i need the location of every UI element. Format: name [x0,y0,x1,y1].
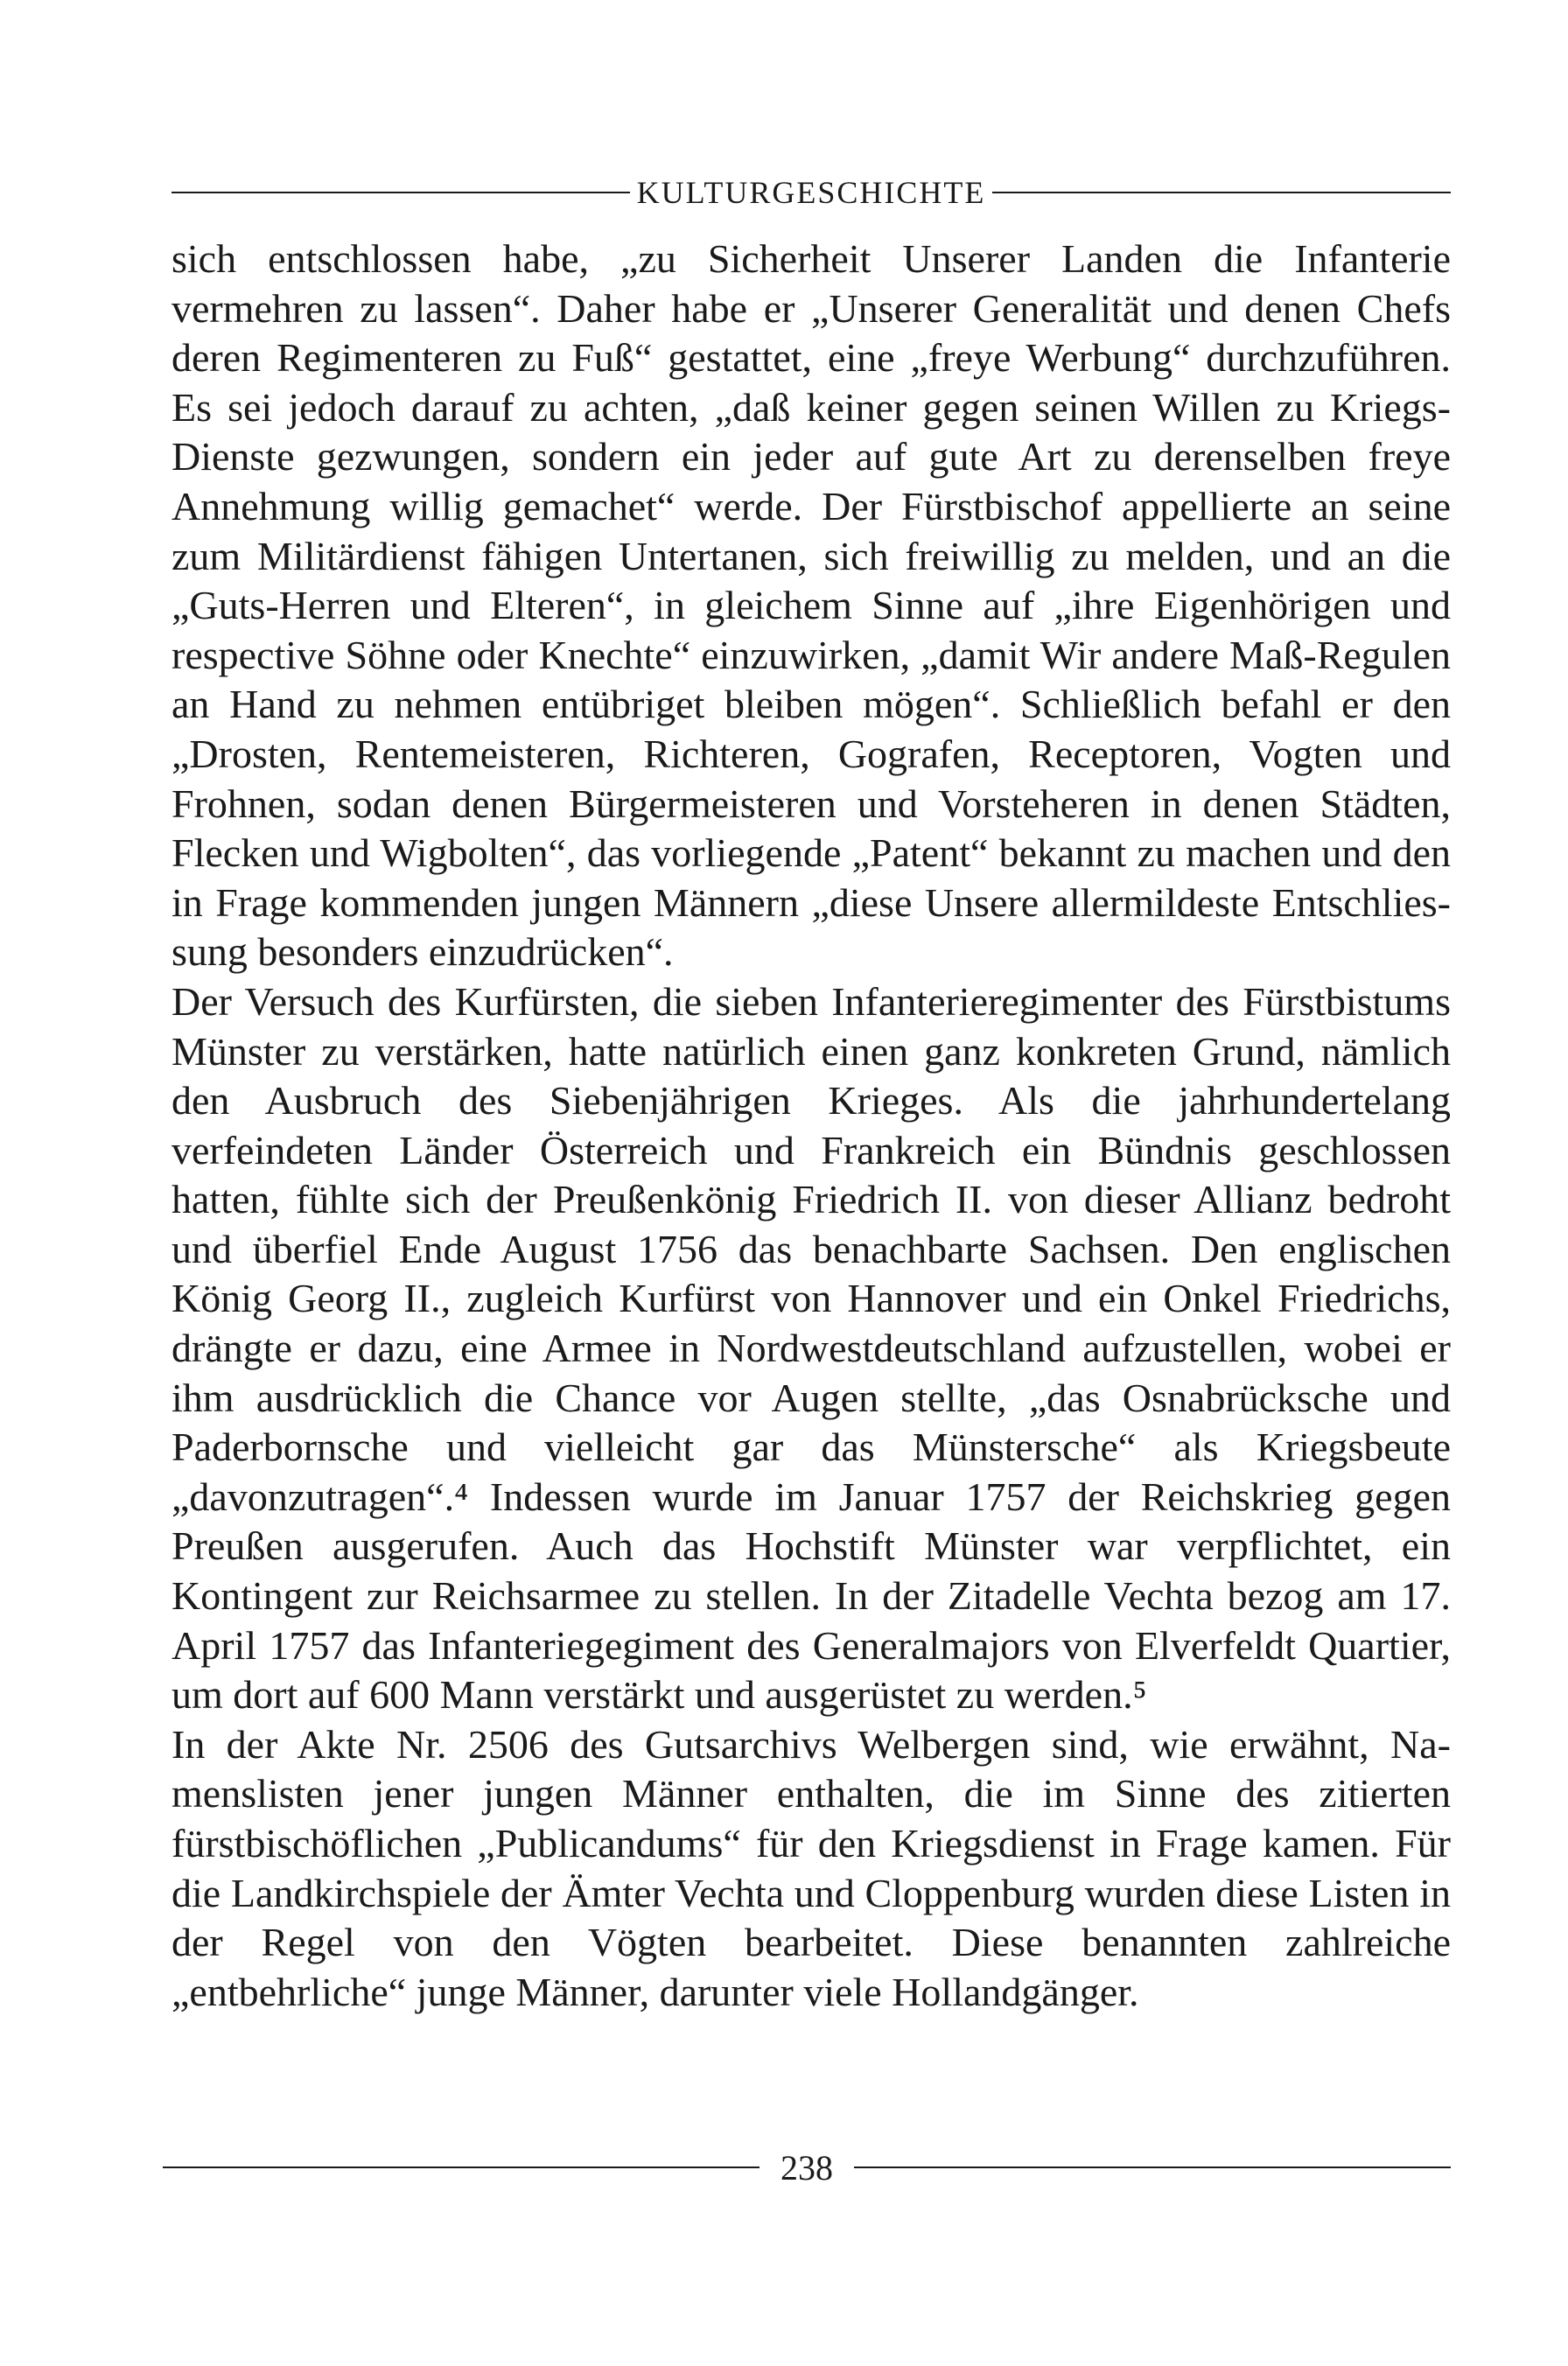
page-footer [163,2146,1451,2189]
paragraph: Der Versuch des Kurfürsten, die sieben Infanterieregimenter des Fürstbistums Münster zu verstärken, hatte natürlich einen ganz konkreten Grund, nämlich den Ausbruch des Siebenjährigen Krieges. Als die jahrhundertelang verfeindeten Länder Österreich und Frankreich ein Bündnis geschlossen hatten, fühlte sich der Preußenkönig Friedrich II. von dieser Allianz bedroht und überfiel Ende August 1756 das benachbarte Sachsen. Den englischen König Georg II., zugleich Kurfürst von Hannover und ein Onkel Friedrichs, drängte er dazu, eine Armee in Nordwestdeutschland aufzustellen, wobei er ihm ausdrücklich die Chance vor Augen stellte, „das Osnabrücksche und Paderbornsche und vielleicht gar das Münstersche“ als Kriegsbeute „davonzutragen“.⁴ Indessen wurde im Januar 1757 der Reichskrieg gegen Preußen ausgerufen. Auch das Hochstift Münster war verpflichtet, ein Kontingent zur Reichsarmee zu stellen. In der Zitadelle Vechta bezog am 17. April 1757 das Infanteriegegiment des Generalmajors von Elverfeldt Quartier, um dort auf 600 Mann verstärkt und ausgerüstet zu werden.⁵ [172,978,1451,1718]
paragraph: sich entschlossen habe, „zu Sicherheit Unserer Landen die Infanterie vermehren zu lassen“. Daher habe er „Unserer Generalität und denen Chefs deren Regimenteren zu Fuß“ gestattet, eine „freye Werbung“ durchzuführen. Es sei jedoch darauf zu achten, „daß keiner gegen seinen Willen zu Kriegs-Dienste gezwungen, sondern ein jeder auf gute Art zu derenselben freye Annehmung willig gemachet“ werde. Der Fürstbischof appellierte an seine zum Militärdienst fähigen Untertanen, sich freiwillig zu melden, und an die „Guts-Herren und Elteren“, in gleichem Sinne auf „ihre Eigenhörigen und respective Söhne oder Knechte“ einzuwirken, „damit Wir andere Maß-Regulen an Hand zu nehmen entübriget bleiben mögen“. Schließlich befahl er den „Drosten, Rentemeisteren, Richteren, Gografen, Receptoren, Vogten und Frohnen, sodan denen Bürgermeisteren und Vorsteheren in denen Städten, Flecken und Wigbolten“, das vorliegende „Patent“ bekannt zu machen und den in Frage kommenden jungen Männern „diese Unsere allermildeste Entschliessung besonders einzudrücken“. [172,236,1451,975]
running-header [172,172,1451,214]
body-text [172,234,1451,2017]
footer-rule-right [854,2166,1451,2168]
footer-rule-left [163,2166,760,2168]
page-number: 238 [780,2147,833,2188]
section-title: KULTURGESCHICHTE [636,175,986,210]
header-rule-left [172,192,630,193]
paragraph: In der Akte Nr. 2506 des Gutsarchivs Welbergen sind, wie erwähnt, Namenslisten jener jungen Männer enthalten, die im Sinne des zitierten fürstbischöflichen „Publicandums“ für den Kriegsdienst in Frage kamen. Für die Landkirchspiele der Ämter Vechta und Cloppenburg wurden diese Listen in der Regel von den Vögten bearbeitet. Diese benannten zahlreiche „entbehrliche“ junge Männer, darunter viele Hollandgänger. [172,1721,1451,2014]
header-rule-right [992,192,1451,193]
